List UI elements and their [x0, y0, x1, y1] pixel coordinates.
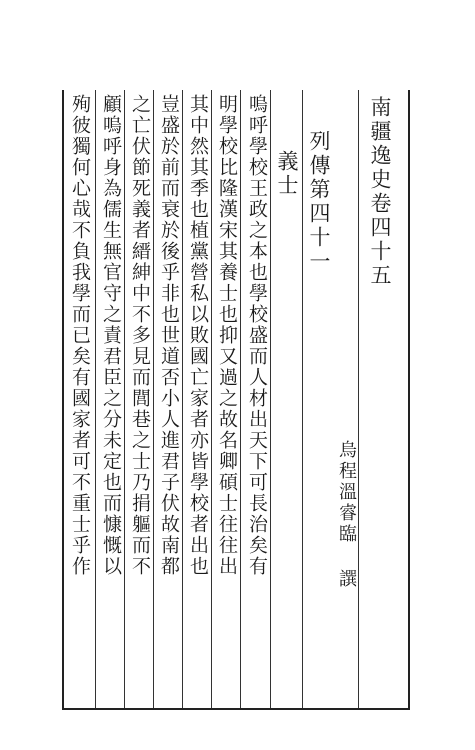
book-title: 南疆逸史卷四十五 [368, 96, 392, 288]
text-column-7: 殉彼獨何心哉不負我學而已矣有國家者可不重士乎作 [69, 94, 91, 577]
text-column-2: 明學校比隆漢宋其養士也抑又過之故名卿碩士往往出 [216, 94, 238, 577]
chapter-heading: 列傳第四十一 [307, 130, 331, 274]
section-heading: 義士 [275, 150, 299, 198]
text-column-6: 顧嗚呼身為儒生無官守之責君臣之分未定也而慷慨以 [100, 94, 122, 577]
column-rule [302, 90, 303, 708]
column-rule [95, 90, 96, 708]
text-column-5: 之亡伏節死義者縉紳中不多見而閭巷之士乃捐軀而不 [129, 94, 151, 577]
author-line: 烏程溫睿臨 譔 [336, 440, 357, 590]
text-column-1: 嗚呼學校王政之本也學校盛而人材出天下可長治矣有 [246, 94, 268, 577]
text-column-4: 豈盛於前而衰於後乎非也世道否小人進君子伏故南都 [158, 94, 180, 577]
text-column-3: 其中然其季也植黨營私以敗國亡家者亦皆學校者出也 [187, 94, 209, 577]
